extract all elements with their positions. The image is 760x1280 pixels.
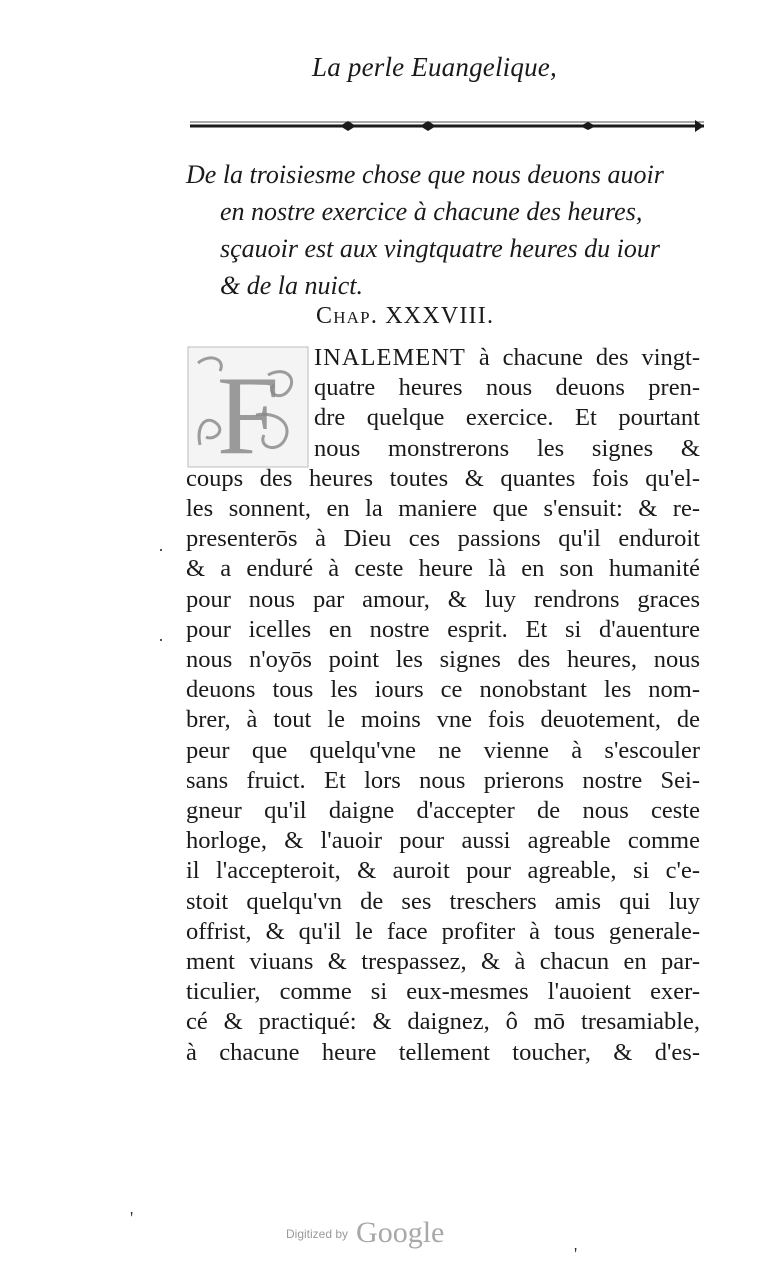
text-line: dre quelque exercice. Et pourtant [314,404,700,432]
text-line: cé & practiqué: & daignez, ô mō tresamiable, [186,1008,700,1036]
digitization-watermark [286,1216,444,1250]
chapter-number: XXXVIII. [385,303,495,329]
title-line: en nostre exercice à chacune des heures, [220,197,643,226]
body-paragraph [186,343,700,1068]
title-line: De la troisiesme chose que nous deuons auoir [186,160,664,189]
text-line: peur que quelqu'vne ne vienne à s'escouler [186,736,700,764]
text-line: offrist, & qu'il le face profiter à tous generale- [186,917,700,945]
text-line: pour icelles en nostre esprit. Et si d'auenture [186,615,700,643]
title-line: & de la nuict. [220,271,363,300]
text-line: brer, à tout le moins vne fois deuotement, de [186,706,700,734]
digitized-by-label: Digitized by [286,1227,349,1241]
text-line: presenterōs à Dieu ces passions qu'il enduroit [186,525,700,553]
text-line-part: à chacune des vingt- [465,344,700,371]
text-line: ment viuans & trespassez, & à chacun en par- [186,948,700,976]
chapter-heading [316,303,494,330]
text-line: à chacune heure tellement toucher, & d'es- [186,1038,700,1066]
text-line: coups des heures toutes & quantes fois qu'el- [186,464,700,492]
ornamental-rule [190,120,704,132]
margin-speck: ' [574,1244,578,1264]
text-line: nous monstrerons les signes & [314,434,700,462]
text-line: quatre heures nous deuons pren- [314,374,700,402]
margin-speck: · [158,540,164,560]
running-head: La perle Euangelique, [312,52,557,82]
text-line: pour nous par amour, & luy rendrons graces [186,585,700,613]
text-line [186,343,700,373]
margin-speck: · [158,630,164,650]
text-line: horloge, & l'auoir pour aussi agreable comme [186,827,700,855]
dropcap-letter: F [216,354,280,469]
text-line: stoit quelqu'vn de ses treschers amis qui luy [186,887,700,915]
text-line: gneur qu'il daigne d'accepter de nous ceste [186,797,700,825]
text-line: sans fruict. Et lors nous prierons nostre Sei- [186,766,700,794]
text-line: les sonnent, en la maniere que s'ensuit: & re- [186,495,700,523]
text-line: deuons tous les iours ce nonobstant les nom- [186,676,700,704]
text-line: ticulier, comme si eux-mesmes l'auoient exer- [186,978,700,1006]
title-line: sçauoir est aux vingtquatre heures du iour [220,234,661,263]
margin-speck: ' [130,1208,134,1228]
text-line: & a enduré à ceste heure là en son humanité [186,555,700,583]
text-line: nous n'oyōs point les signes des heures, nous [186,646,700,674]
chapter-label: Chap. [316,303,379,329]
opening-word: INALEMENT [314,344,466,371]
google-logo: Google [356,1216,445,1249]
text-line: il l'accepteroit, & auroit pour agreable, si c'e- [186,857,700,885]
chapter-title [186,156,716,304]
